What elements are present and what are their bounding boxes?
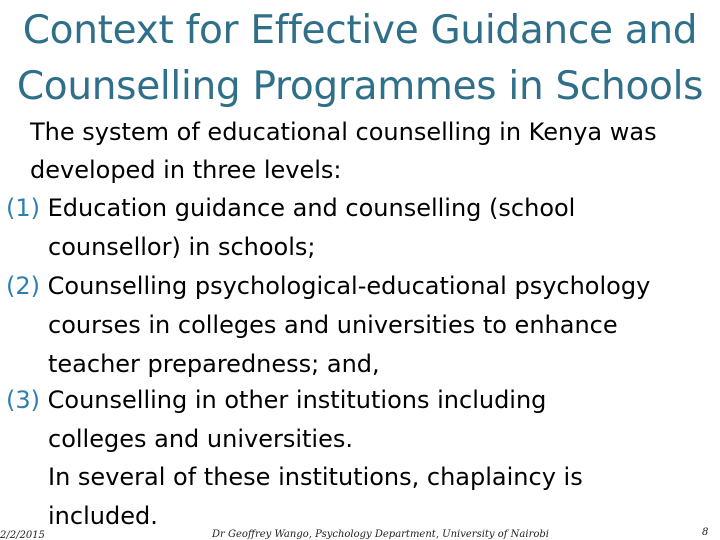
list-item-2-text: Counselling psychological-educational psychology (47, 272, 651, 300)
list-item-2 (6, 271, 650, 301)
list-item-1-text: Education guidance and counselling (school (47, 194, 576, 222)
list-item-1 (6, 193, 575, 223)
list-item-3-cont-3: included. (48, 502, 158, 530)
list-number-2: (2) (6, 272, 40, 300)
page-number: 8 (702, 527, 709, 538)
list-item-2-cont-1: courses in colleges and universities to enhance (48, 311, 618, 339)
slide-title-line-2: Counselling Programmes in Schools (16, 64, 704, 109)
list-item-3-text: Counselling in other institutions including (47, 386, 547, 414)
footer-date: 2/2/2015 (0, 530, 45, 540)
list-item-3 (6, 385, 546, 415)
intro-line-1: The system of educational counselling in Kenya was (30, 118, 657, 146)
list-item-1-cont: counsellor) in schools; (48, 233, 316, 261)
list-item-3-cont-2: In several of these institutions, chaplaincy is (48, 463, 583, 491)
footer-credit: Dr Geoffrey Wango, Psychology Department, University of Nairobi (212, 529, 549, 540)
list-number-3: (3) (6, 386, 40, 414)
list-item-2-cont-2: teacher preparedness; and, (48, 350, 380, 378)
list-item-3-cont-1: colleges and universities. (48, 425, 353, 453)
intro-line-2: developed in three levels: (30, 156, 342, 184)
list-number-1: (1) (6, 194, 40, 222)
slide-title-line-1: Context for Effective Guidance and (22, 8, 698, 53)
